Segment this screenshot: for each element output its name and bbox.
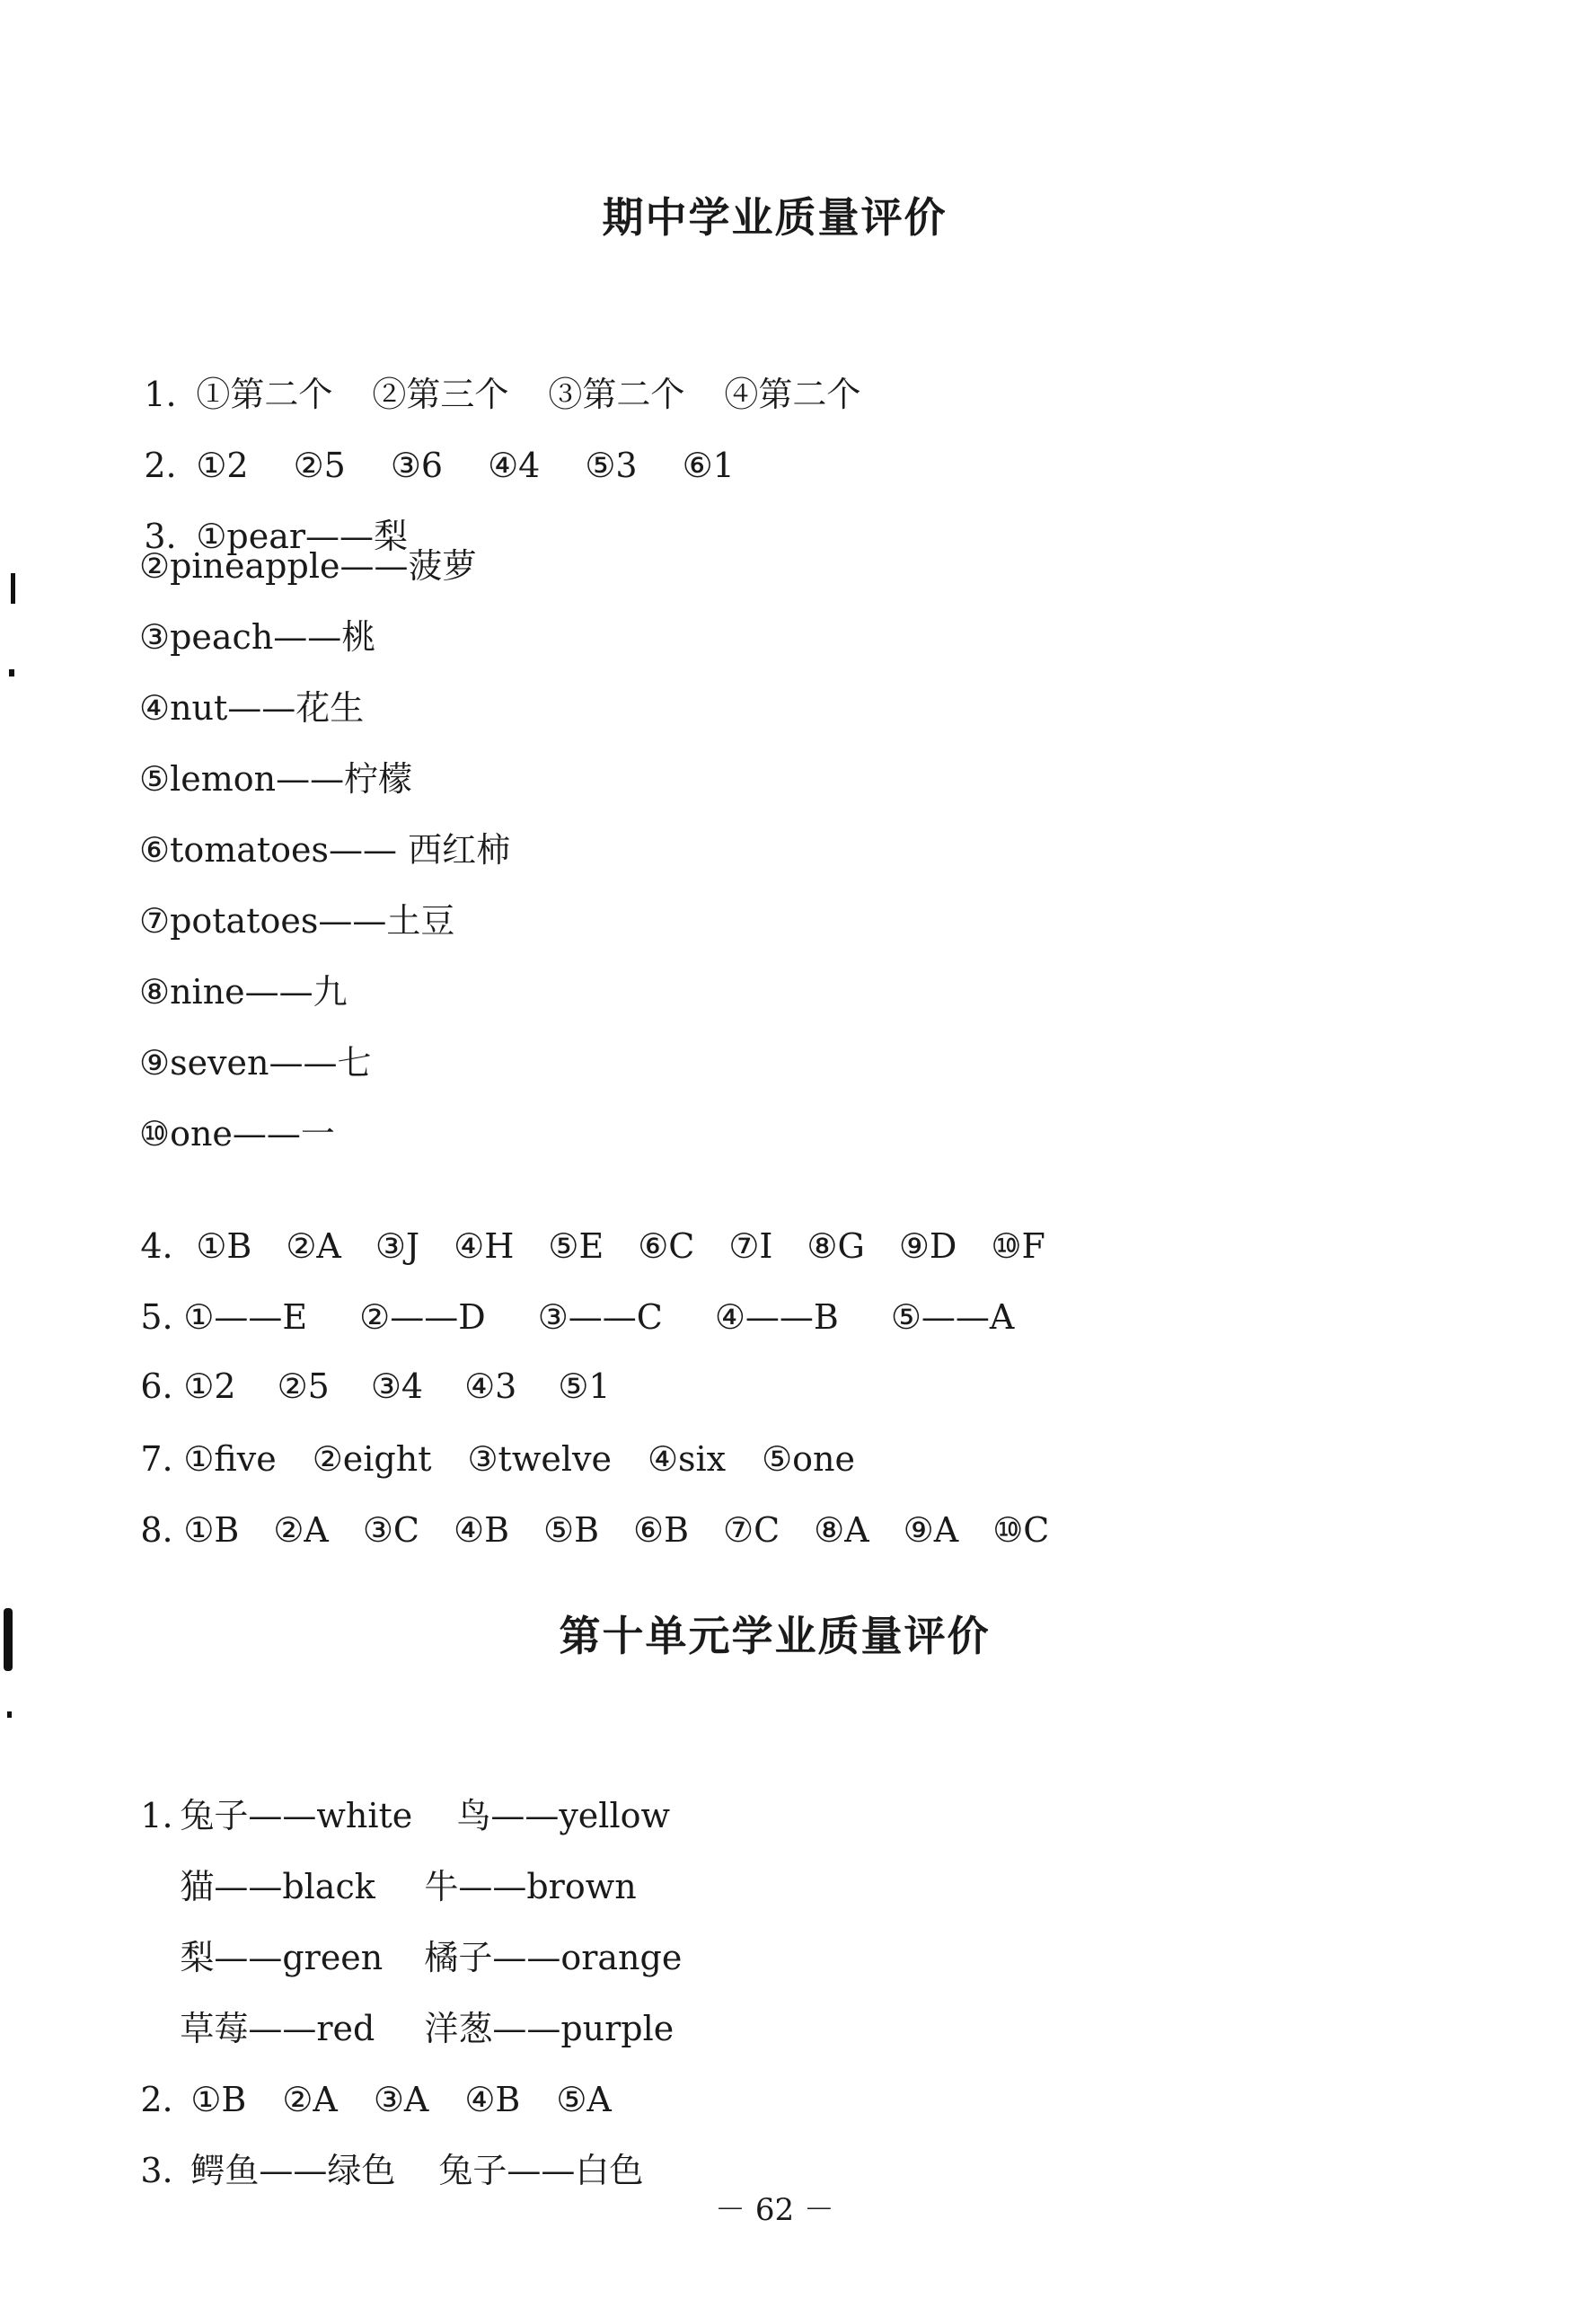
answer-item: ⑦C [723,1510,780,1550]
answer-item: ②第三个 [372,375,509,414]
answer-item: ⑩C [992,1510,1050,1550]
question-number: 6. [140,1366,173,1406]
answer-item: ⑩one——一 [139,1114,335,1154]
answer-item: 鸟——yellow [456,1796,670,1835]
question-8-row [97,1468,1089,1592]
scan-edge-mark [4,1608,13,1671]
answer-item: ③C [362,1510,419,1550]
scan-edge-mark [7,1711,12,1718]
answer-item: ③peach——桃 [139,617,376,657]
question-number: 2. [140,2080,173,2119]
answer-item: ⑥tomatoes—— 西红柿 [139,830,511,870]
answer-item: ②eight [312,1439,432,1479]
answer-item: ④B [464,2080,521,2119]
question-number: 5. [140,1297,173,1337]
question-number: 2. [144,446,177,485]
answer-item: ③4 [370,1366,424,1406]
question-number: 3. [144,517,177,556]
answer-item: 洋葱——purple [424,2009,675,2048]
answer-item: ④nut——花生 [139,688,365,728]
answer-item: ①pear——梨 [196,517,409,556]
answer-item: ⑨A [903,1510,959,1550]
page-number: － 62 － [715,2192,834,2228]
answer-item: ③A [373,2080,429,2119]
question-number: 1. [144,375,177,414]
answer-item: ⑤3 [585,446,638,485]
answer-item: ②A [282,2080,338,2119]
answer-item: ⑤E [548,1226,604,1266]
answer-item: ⑩F [991,1226,1045,1266]
answer-item: 兔子——white [180,1796,413,1835]
answer-item: ②pineapple——菠萝 [139,546,477,586]
answer-item: ④4 [488,446,541,485]
answer-item: ⑤B [543,1510,599,1550]
answer-item: 草莓——red [180,2009,375,2048]
scan-edge-mark [11,573,15,604]
question-number: 7. [140,1439,173,1479]
answer-item: ①——E [183,1297,308,1337]
answer-item: 梨——green [180,1938,384,1977]
answer-item: ④B [454,1510,509,1550]
answer-item: ①2 [183,1366,236,1406]
answer-item: ⑤lemon——柠檬 [139,759,413,799]
answer-item: ④——B [714,1297,839,1337]
section-title-unit-10: 第十单元学业质量评价 [559,1612,991,1660]
answer-item: ⑦I [728,1226,773,1266]
answer-item: ⑨D [898,1226,957,1266]
question-number: 8. [140,1510,173,1550]
answer-item: ④3 [464,1366,517,1406]
answer-item: ⑤——A [890,1297,1015,1337]
answer-item: ①five [183,1439,277,1479]
scan-edge-mark [9,669,14,676]
answer-item: 牛——brown [424,1867,637,1906]
answer-item: 兔子——白色 [438,2151,644,2190]
answer-item: ①第二个 [196,375,333,414]
section-title-midterm: 期中学业质量评价 [602,193,948,242]
answer-item: ⑨seven——七 [139,1043,372,1083]
answer-item: ②——D [359,1297,486,1337]
answer-item: ⑧G [807,1226,865,1266]
answer-item: ⑤1 [558,1366,611,1406]
answer-item: ⑥B [633,1510,689,1550]
answer-item: ②A [286,1226,341,1266]
answer-item: ⑦potatoes——土豆 [139,901,455,941]
answer-item: ⑤one [762,1439,856,1479]
answer-item: ①B [196,1226,252,1266]
answer-item: ③第二个 [548,375,685,414]
question-number: 4. [140,1226,173,1266]
answer-item: ⑧nine——九 [139,972,348,1012]
answer-item: ⑤A [556,2080,612,2119]
answer-item: ④第二个 [724,375,861,414]
answer-item: ①B [190,2080,247,2119]
answer-item: ③J [375,1226,420,1266]
answer-item: 鳄鱼——绿色 [190,2151,396,2190]
answer-item: 橘子——orange [424,1938,683,1977]
answer-item: ②5 [277,1366,330,1406]
question-number: 1. [140,1796,173,1835]
answer-item: ①2 [196,446,249,485]
answer-item: ⑥1 [682,446,735,485]
answer-item: ⑥C [638,1226,695,1266]
answer-item: 猫——black [180,1867,375,1906]
answer-item: ④six [647,1439,727,1479]
answer-item: ③twelve [467,1439,612,1479]
answer-item: ③6 [390,446,444,485]
answer-item: ②A [273,1510,329,1550]
answer-item: ④H [454,1226,515,1266]
answer-item: ②5 [293,446,346,485]
answer-item: ①B [183,1510,240,1550]
question-number: 3. [140,2151,173,2190]
answer-item: ③——C [537,1297,663,1337]
answer-item: ⑧A [814,1510,869,1550]
